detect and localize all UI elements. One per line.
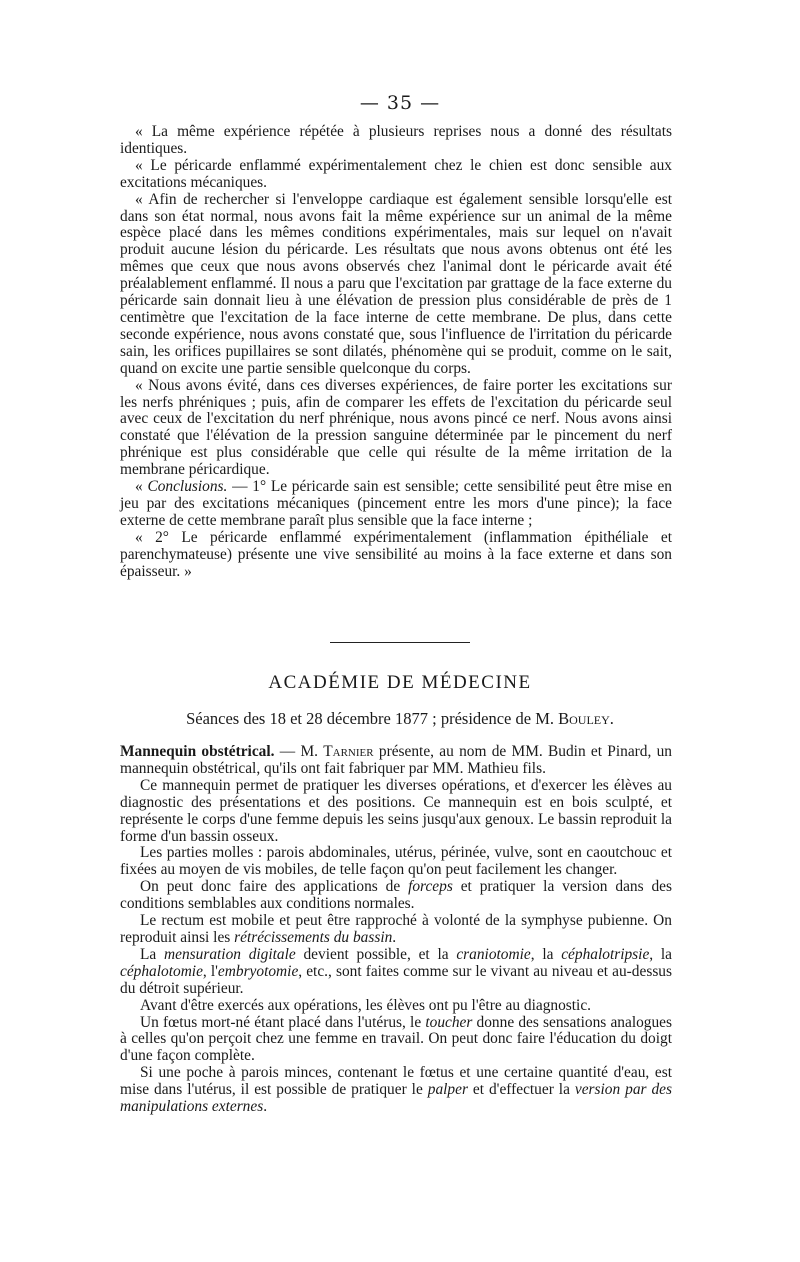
page-number: — 35 — <box>359 92 441 114</box>
paragraph: On peut donc faire des applications de forceps et pratiquer la version dans des conditions semblables aux conditions normales. <box>120 878 672 913</box>
conclusions-label: Conclusions. <box>147 478 228 496</box>
paragraph: « Afin de rechercher si l'enveloppe cardiaque est également sensible lorsqu'elle est dans son état normal, nous avons fait la même expérience sur un animal de la même espèce placé dans les mêmes conditions expérimentales, mais sur lequel on n'avait produit aucune lésion du péricarde. Les résultats que nous avons obtenus ont été les mêmes que ceux que nous avons observés chez l'animal dont le péricarde avait été préalablement enflammé. Il nous a paru que l'excitation par grattage de la face externe du péricarde sain donnait lieu à une élévation de pression plus considérable de près de 1 centimètre que l'excitation de la face interne de cette membrane. De plus, dans cette seconde expérience, nous avons constaté que, sous l'influence de l'irritation du péricarde sain, les orifices pupillaires se sont dilatés, phénomène qui se produit, comme on le sait, quand on excite une partie sensible quelconque du corps. <box>120 190 672 377</box>
president-name: Bouley <box>558 709 610 728</box>
conclusion-point-1: 1° Le péricarde sain est sensible; cette sensibilité peut être mise en jeu par des excitations mécaniques (pincement entre les mors d'une pince); la face externe de cette membrane paraît plus sensible que la face interne ; <box>120 478 672 529</box>
mannequin-article <box>120 744 672 1116</box>
article-title: Mannequin obstétrical. <box>120 743 275 760</box>
paragraph: Avant d'être exercés aux opérations, les élèves ont pu l'être au diagnostic. <box>140 996 591 1014</box>
paragraph: « La même expérience répétée à plusieurs reprises nous a donné des résultats identiques. <box>120 123 672 157</box>
section-heading: ACADÉMIE DE MÉDECINE <box>268 672 532 693</box>
paragraph: « Nous avons évité, dans ces diverses expériences, de faire porter les excitations sur les nerfs phréniques ; puis, afin de comparer les effets de l'excitation du péricarde seul avec ceux de l'excitation du nerf phrénique, nous avons pincé ce nerf. Nous avons ainsi constaté que l'élévation de la pression sanguine déterminée par le pincement du nerf phrénique est plus considérable que celle qui résulte de la même irritation de la membrane péricardique. <box>120 376 672 479</box>
conclusion-point-2: « 2° Le péricarde enflammé expérimentalement (inflammation épithéliale et parenchymateuse) présente une vive sensibilité au moins à la face externe et dans son épaisseur. » <box>120 528 672 580</box>
section-divider <box>330 642 470 643</box>
paragraph: Un fœtus mort-né étant placé dans l'utérus, le toucher donne des sensations analogues à celles qu'on perçoit chez une femme en travail. On peut donc faire l'éducation du doigt d'une façon complète. <box>120 1013 672 1065</box>
paragraph: Ce mannequin permet de pratiquer les diverses opérations, et d'exercer les élèves au diagnostic des présentations et des positions. Ce mannequin est en bois sculpté, et représente le corps d'une femme depuis les seins jusqu'aux genoux. Le bassin reproduit la forme d'un bassin osseux. <box>120 776 672 845</box>
paragraph: « Le péricarde enflammé expérimentalement chez le chien est donc sensible aux excitations mécaniques. <box>120 156 672 191</box>
experiment-text <box>120 124 672 580</box>
conclusions-paragraph: « Conclusions. — 1° Le péricarde sain est sensible; cette sensibilité peut être mise en jeu par des excitations mécaniques (pincement entre les mors d'une pince); la face externe de cette membrane paraît plus sensible que la face interne ; <box>120 478 672 529</box>
article-intro: Mannequin obstétrical. — M. Tarnier présente, au nom de MM. Budin et Pinard, un mannequin obstétrical, qu'ils ont fait fabriquer par MM. Mathieu fils. <box>120 743 672 777</box>
presenter-name: Tarnier <box>323 743 374 760</box>
seance-line: Séances des 18 et 28 décembre 1877 ; présidence de M. Bouley. <box>186 709 614 728</box>
paragraph: Les parties molles : parois abdominales, utérus, périnée, vulve, sont en caoutchouc et fixées au moyen de vis mobiles, de telle façon qu'on peut facilement les changer. <box>120 844 672 879</box>
paragraph: Si une poche à parois minces, contenant le fœtus et une certaine quantité d'eau, est mise dans l'utérus, il est possible de pratiquer le palper et d'effectuer la version par des manipulations externes. <box>120 1064 673 1116</box>
paragraph: La mensuration digitale devient possible, et la craniotomie, la céphalotripsie, la céphalotomie, l'embryotomie, etc., sont faites comme sur le vivant au niveau et au-dessus du détroit supérieur. <box>120 945 672 997</box>
paragraph: Le rectum est mobile et peut être rapproché à volonté de la symphyse pubienne. On reproduit ainsi les rétrécissements du bassin. <box>120 912 672 946</box>
